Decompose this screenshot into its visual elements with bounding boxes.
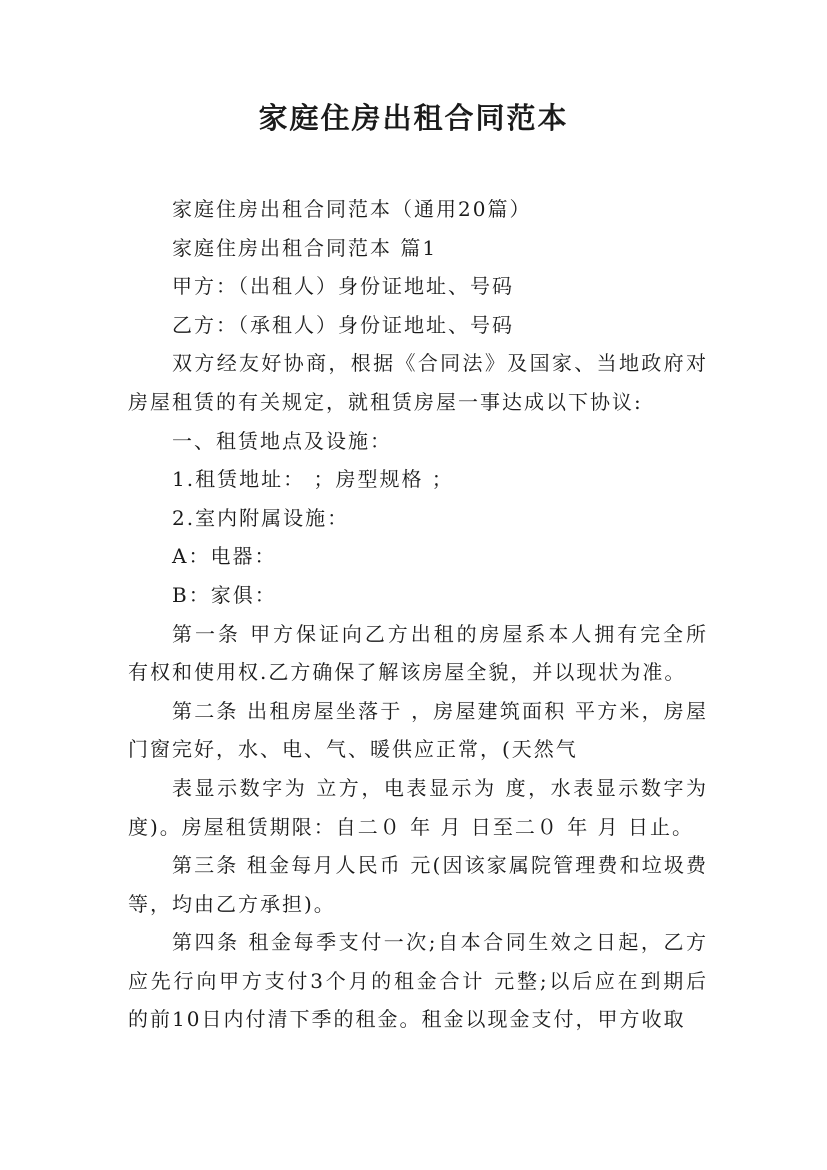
paragraph: 双方经友好协商，根据《合同法》及国家、当地政府对房屋租赁的有关规定，就租赁房屋一事达成以下协议: [128,351,708,414]
paragraph: 第三条 租金每月人民币 元(因该家属院管理费和垃圾费等，均由乙方承担)。 [128,853,708,916]
paragraph: 2.室内附属设施： [172,505,350,530]
paragraph: 表显示数字为 立方，电表显示为 度，水表显示数字为度)。房屋租赁期限：自二０ 年 月 日至二０ 年 月 日止。 [128,775,708,839]
document-body [128,190,708,1039]
paragraph: B：家俱： [172,582,277,607]
paragraph: 一、租赁地点及设施： [172,428,392,453]
paragraph: A：电器： [172,544,277,569]
paragraph: 家庭住房出租合同范本（通用20篇） [172,197,532,221]
paragraph: 乙方：（承租人）身份证地址、号码 [172,312,514,337]
paragraph: 1.租赁地址： ；房型规格 ； [172,467,454,492]
paragraph: 第四条 租金每季支付一次;自本合同生效之日起，乙方应先行向甲方支付3个月的租金合计 元整;以后应在到期后的前10日内付清下季的租金。租金以现金支付，甲方收取 [128,930,708,1032]
document-title: 家庭住房出租合同范本 [258,101,569,135]
paragraph: 第一条 甲方保证向乙方出租的房屋系本人拥有完全所有权和使用权.乙方确保了解该房屋全貌，并以现状为准。 [128,621,708,685]
paragraph: 家庭住房出租合同范本 篇1 [172,235,438,260]
paragraph: 甲方：（出租人）身份证地址、号码 [172,274,514,299]
paragraph: 第二条 出租房屋坐落于 ，房屋建筑面积 平方米，房屋门窗完好，水、电、气、暖供应正常，(天然气 [128,698,708,762]
